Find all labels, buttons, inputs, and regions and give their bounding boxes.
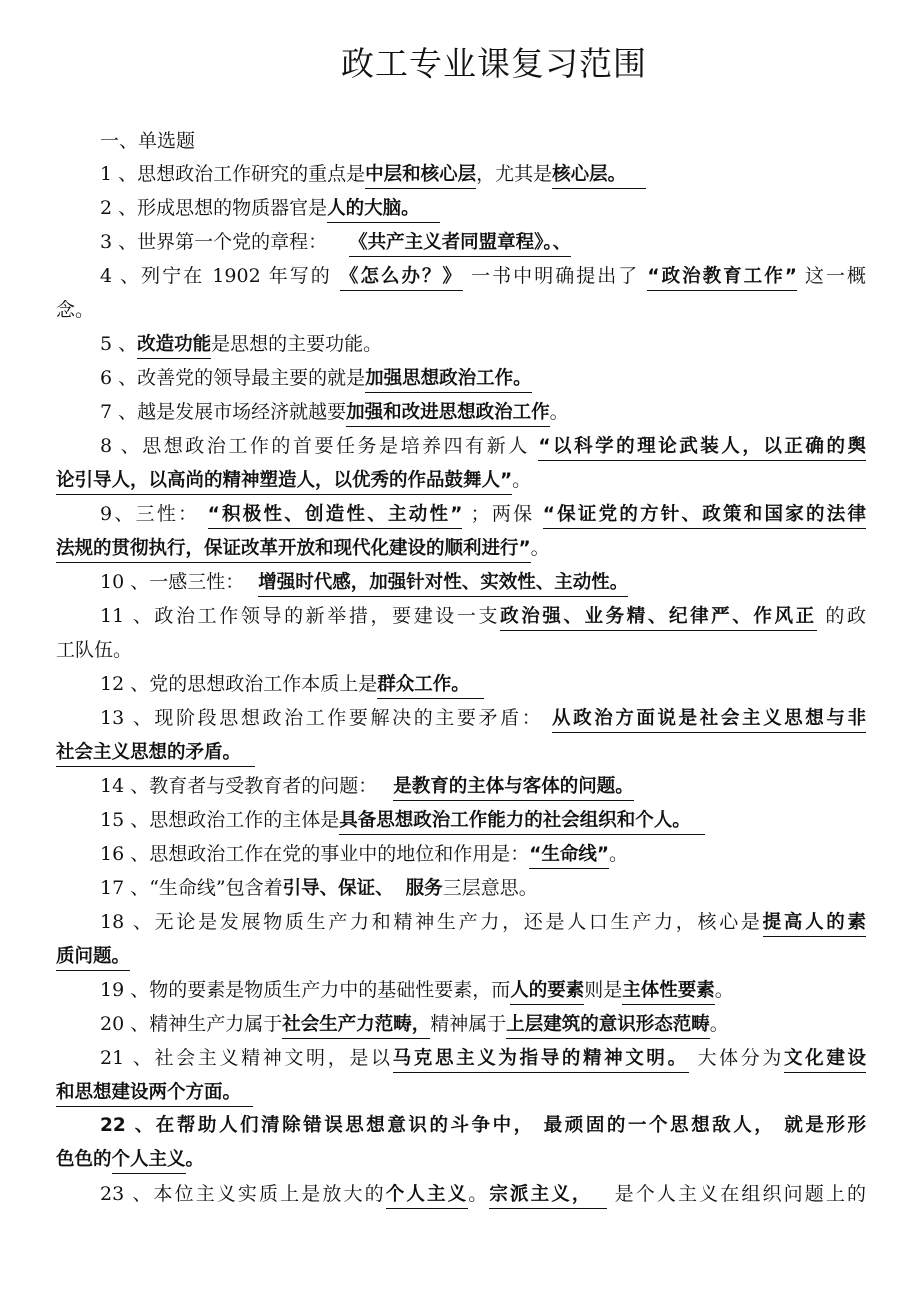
answer: 上层建筑的意识形态范畴 (506, 1014, 710, 1039)
question-8: 8 、思想政治工作的首要任务是培养四有新人 “以科学的理论武装人，以正确的舆 (100, 429, 866, 463)
answer: 加强思想政治工作。 (365, 368, 532, 393)
question-9: 9、三性： “积极性、创造性、主动性” ；两保 “保证党的方针、政策和国家的法律 (100, 497, 866, 531)
answer: 质问题。 (56, 946, 130, 971)
answer: 加强和改进思想政治工作 (346, 402, 550, 427)
answer: 增强时代感，加强针对性、实效性、主动性。 (258, 572, 628, 597)
question-13-cont (56, 735, 866, 769)
answer: 人的大脑。 (327, 198, 440, 223)
answer: 《怎么办？》 (340, 266, 463, 291)
answer: 和思想建设两个方面。 (56, 1082, 253, 1107)
answer: 个人主义 (112, 1149, 186, 1174)
answer: 文化建设 (784, 1048, 866, 1073)
question-12: 12 、党的思想政治工作本质上是群众工作。 (100, 667, 866, 701)
answer: 宗派主义， (489, 1184, 606, 1209)
answer: 《共产主义者同盟章程》。、 (349, 232, 571, 257)
question-21: 21 、社会主义精神文明，是以马克思主义为指导的精神文明。 大体分为文化建设 (100, 1041, 866, 1075)
question-11-cont: 工队伍。 (56, 639, 133, 661)
question-4-cont: 念。 (56, 299, 95, 321)
answer: 是教育的主体与客体的问题。 (393, 776, 634, 801)
answer: 核心层。 (552, 164, 646, 189)
answer: 提高人的素 (763, 912, 866, 937)
question-19: 19 、物的要素是物质生产力中的基础性要素，而人的要素则是主体性要素。 (100, 973, 866, 1007)
answer: 社会生产力范畴， (282, 1014, 430, 1039)
question-22: 22 、在帮助人们清除错误思想意识的斗争中， 最顽固的一个思想敌人， 就是形形 (100, 1115, 866, 1136)
question-17: 17 、“生命线”包含着引导、保证、 服务三层意思。 (100, 877, 538, 899)
question-1: 1 、思想政治工作研究的重点是中层和核心层，尤其是核心层。 (100, 157, 866, 191)
answer: 改造功能 (137, 334, 211, 359)
page-title: 政工专业课复习范围 (341, 44, 647, 83)
answer: 马克思主义为指导的精神文明。 (393, 1048, 689, 1073)
answer: 群众工作。 (377, 674, 484, 699)
answer: 具备思想政治工作能力的社会组织和个人。 (339, 810, 705, 835)
answer: 中层和核心层 (365, 164, 476, 189)
question-21-cont (56, 1075, 866, 1109)
question-22-cont: 色色的个人主义。 (56, 1143, 866, 1177)
question-23: 23 、本位主义实质上是放大的个人主义。宗派主义， 是个人主义在组织问题上的 (100, 1177, 866, 1211)
question-2: 2 、形成思想的物质器官是人的大脑。 (100, 191, 866, 225)
answer: 从政治方面说是社会主义思想与非 (552, 708, 866, 733)
answer: “积极性、创造性、主动性” (208, 504, 463, 529)
question-18: 18 、无论是发展物质生产力和精神生产力，还是人口生产力，核心是提高人的素 (100, 905, 866, 939)
question-16: 16 、思想政治工作在党的事业中的地位和作用是：“生命线”。 (100, 837, 866, 871)
question-13: 13 、现阶段思想政治工作要解决的主要矛盾： 从政治方面说是社会主义思想与非 (100, 701, 866, 735)
question-9-cont: 法规的贯彻执行，保证改革开放和现代化建设的顺利进行”。 (56, 531, 866, 565)
answer: 法规的贯彻执行，保证改革开放和现代化建设的顺利进行” (56, 538, 531, 563)
section-heading: 一、单选题 (100, 130, 196, 152)
question-4: 4 、列宁在 1902 年写的 《怎么办？》 一书中明确提出了 “政治教育工作” 这一概 (100, 259, 866, 293)
answer: “以科学的理论武装人，以正确的舆 (538, 436, 866, 461)
answer: “保证党的方针、政策和国家的法律 (543, 504, 866, 529)
question-18-cont (56, 939, 866, 973)
question-6: 6 、改善党的领导最主要的就是加强思想政治工作。 (100, 361, 866, 395)
answer: “政治教育工作” (647, 266, 796, 291)
question-3: 3 、世界第一个党的章程： 《共产主义者同盟章程》。、 (100, 225, 866, 259)
answer: 社会主义思想的矛盾。 (56, 742, 255, 767)
answer: 论引导人，以高尚的精神塑造人，以优秀的作品鼓舞人” (56, 470, 512, 495)
answer: 个人主义 (386, 1184, 468, 1209)
question-8-cont: 论引导人，以高尚的精神塑造人，以优秀的作品鼓舞人”。 (56, 463, 866, 497)
answer: “生命线” (529, 844, 609, 869)
answer: 主体性要素 (622, 980, 715, 1005)
question-7: 7 、越是发展市场经济就越要加强和改进思想政治工作。 (100, 395, 866, 429)
answer: 人的要素 (510, 980, 584, 1005)
answer: 服务 (405, 878, 443, 899)
answer: 引导、保证、 (282, 878, 394, 899)
question-15: 15 、思想政治工作的主体是具备思想政治工作能力的社会组织和个人。 (100, 803, 866, 837)
question-20: 20 、精神生产力属于社会生产力范畴，精神属于上层建筑的意识形态范畴。 (100, 1007, 866, 1041)
question-14: 14 、教育者与受教育者的问题： 是教育的主体与客体的问题。 (100, 769, 866, 803)
question-10: 10 、一感三性： 增强时代感，加强针对性、实效性、主动性。 (100, 565, 866, 599)
question-11: 11 、政治工作领导的新举措，要建设一支政治强、业务精、纪律严、作风正 的政 (100, 599, 866, 633)
answer: 政治强、业务精、纪律严、作风正 (500, 606, 817, 631)
question-5: 5 、改造功能是思想的主要功能。 (100, 327, 866, 361)
